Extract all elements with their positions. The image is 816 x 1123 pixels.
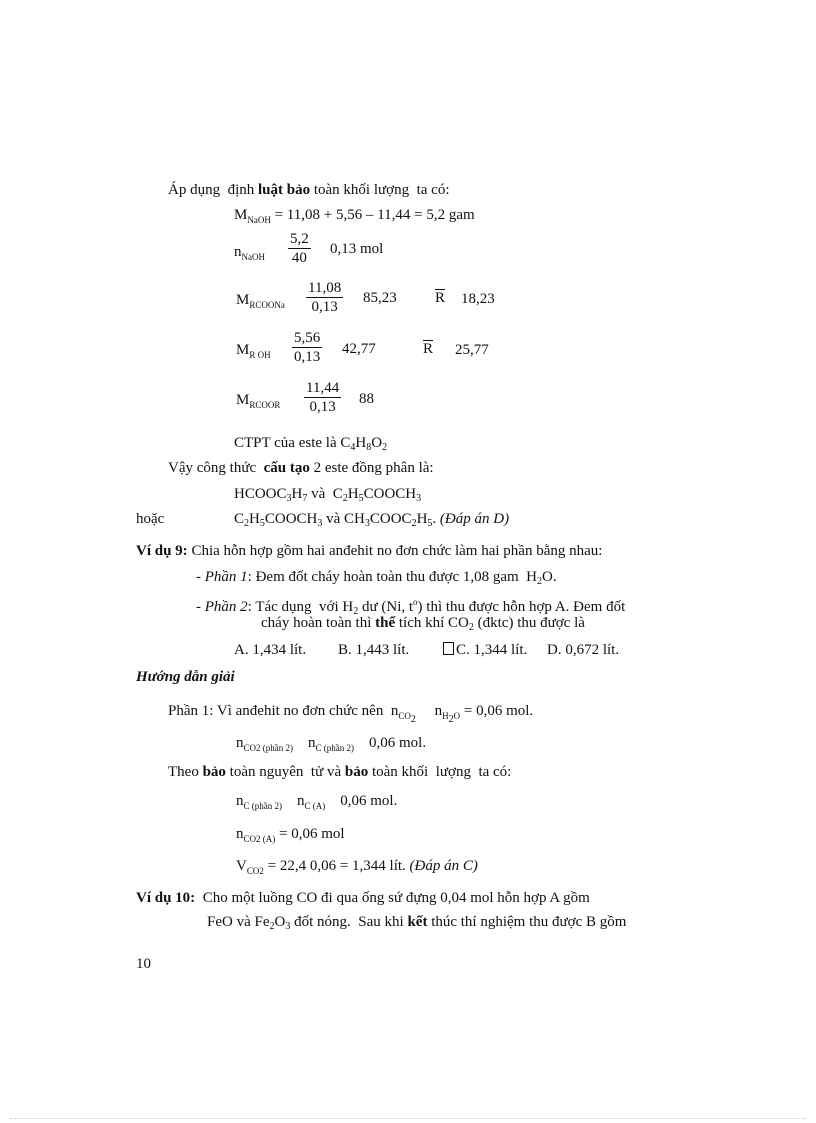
m-roh-fraction: $\frac{5,56}{0,13}$ — [294, 330, 321, 365]
m-rcoona-lhs: $M_{RCOONa}$ — [236, 292, 285, 310]
n-naoh-rhs: 0,13 mol — [330, 241, 384, 257]
vidu10-line: Ví dụ 10: Cho một luồng CO đi qua ống sứ đựng 0,04 mol hỗn hợp A gồm — [136, 890, 590, 906]
m-rcoona-fraction: $\frac{11,08}{0,13}$ — [308, 280, 342, 315]
r-value-1: 18,23 — [461, 291, 495, 307]
r-value-2: 25,77 — [455, 342, 489, 358]
vidu10-cont-line: FeO và $Fe_2O_3$ đốt nóng. Sau khi kết thúc thí nghiệm thu được B gồm — [207, 914, 627, 932]
m-rcoor-lhs: $M_{RCOOR}$ — [236, 392, 281, 410]
option-c: C. 1,344 lít. — [443, 641, 527, 659]
sol4-line: $n_{CO2 (A)} = 0,06$ mol — [236, 826, 345, 844]
hoac-label: hoặc — [136, 511, 165, 527]
m-naoh-equation: $M_{NaOH} = 11,08 + 5,56 - 11,44 = 5,2$ gam — [234, 207, 475, 225]
sol2-line: $n_{CO2 (phần 2)}$ $n_{C (phần 2)}$ 0,06 mol. — [236, 735, 427, 753]
phan1-line: - Phần 1: Đem đốt cháy hoàn toàn thu được 1,08 gam $H_2O$. — [196, 569, 557, 587]
hcooc-line: $HCOOC_3H_7$ và $C_2H_5COOCH_3$ — [234, 486, 422, 504]
sol3-line: $n_{C (phần 2)}$ $n_{C (A)}$ 0,06 mol. — [236, 793, 398, 811]
phan2-line: - Phần 2: Tác dụng với $H_2$ dư (Ni, $t^o$) thì thu được hỗn hợp A. Đem đốt — [196, 597, 626, 617]
r-bar-symbol-1: $\overline{R}$ — [435, 290, 446, 306]
option-a: A. 1,434 lít. — [234, 642, 307, 658]
sol1-line: Phần 1: Vì anđehit no đơn chức nên $n_{CO_2}$ $n_{H_2O} = 0,06$ mol. — [168, 703, 534, 725]
ctpt-line: CTPT của este là $C_4H_8O_2$ — [234, 435, 388, 453]
option-d: D. 0,672 lít. — [547, 642, 620, 658]
checkbox-icon — [443, 642, 454, 655]
m-roh-rhs: 42,77 — [342, 341, 376, 357]
m-rcoor-fraction: $\frac{11,44}{0,13}$ — [306, 380, 340, 415]
m-rcoor-rhs: 88 — [359, 391, 374, 407]
huongdan-heading: Hướng dẫn giải — [136, 669, 235, 685]
c2h5-line: $C_2H_5COOCH_3$ và $CH_3COOC_2H_5$. (Đáp án D) — [234, 511, 510, 529]
vidu9-line: Ví dụ 9: Chia hỗn hợp gồm hai anđehit no đơn chức làm hai phần bằng nhau: — [136, 543, 603, 559]
option-b: B. 1,443 lít. — [338, 642, 410, 658]
r-bar-symbol-2: $\overline{R}$ — [423, 341, 434, 357]
footer-divider — [10, 1118, 806, 1119]
m-rcoona-rhs: 85,23 — [363, 290, 397, 306]
phan2-cont-line: cháy hoàn toàn thì thể tích khí $CO_2$ (đktc) thu được là — [261, 615, 585, 633]
page-number: 10 — [136, 956, 151, 972]
n-naoh-fraction: $\frac{5,2}{40}$ — [290, 231, 309, 266]
theo-line: Theo bảo toàn nguyên tử và bảo toàn khối lượng ta có: — [168, 764, 512, 780]
sol5-line: $V_{CO2} = 22,4$ 0,06 = 1,344 lít. (Đáp án C) — [236, 858, 478, 876]
vay-line: Vậy công thức cấu tạo 2 este đồng phân là: — [168, 460, 434, 476]
m-roh-lhs: $M_{R OH}$ — [236, 342, 271, 360]
n-naoh-lhs: $n_{NaOH}$ — [234, 244, 265, 262]
apdung-line: Áp dụng định luật bảo toàn khối lượng ta có: — [168, 182, 450, 198]
